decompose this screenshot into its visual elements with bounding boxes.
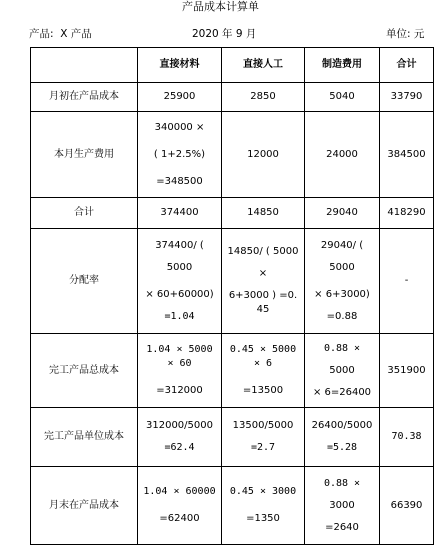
cell-line: × [258,268,268,279]
cell-line: × 6=26400 [312,386,372,398]
table-row [31,112,434,198]
header-total: 合计 [380,48,434,83]
cell-line: =348500 [156,175,203,187]
row-label: 完工产品总成本 [31,334,138,408]
row-label: 合计 [31,198,138,229]
cell-line: × 60 [167,358,192,369]
cell-line: =312000 [156,385,203,396]
header-row [31,48,434,83]
row-label: 月初在产品成本 [31,83,138,112]
cell-line: 312000/5000 [146,420,213,431]
header-direct-labor: 直接人工 [222,48,305,83]
cell-line: 5000 [329,261,355,273]
product-label: 产品: X 产品 [29,28,92,40]
header-direct-materials: 直接材料 [138,48,222,83]
cell-line: 13500/5000 [232,420,294,431]
cell-line: =2.7 [250,442,276,453]
cell-line: 1.04 × 60000 [143,486,216,497]
cell-total: - [380,229,434,334]
row-label: 月末在产品成本 [31,467,138,545]
cell-overhead [305,467,380,545]
cell-material [138,112,222,198]
cell-labor: 12000 [222,112,305,198]
cell-line: =62.4 [164,442,195,453]
header-blank [31,48,138,83]
cell-material: 25900 [138,83,222,112]
cell-line: 45 [256,304,270,315]
cell-total: 66390 [380,467,434,545]
cell-material [138,334,222,408]
cell-line: ( 1+2.5%) [153,148,206,160]
cell-line: 5000 [166,261,193,273]
cell-line: 29040/ ( [320,239,364,251]
cell-line: =62400 [159,513,200,524]
cell-line: =1.04 [164,310,195,322]
cell-line: 5000 [329,364,355,376]
cell-material: 374400 [138,198,222,229]
table-row [31,467,434,545]
table-row [31,198,434,229]
cell-labor [222,229,305,334]
cell-material [138,408,222,467]
cell-line: =13500 [242,385,284,396]
row-label: 本月生产费用 [31,112,138,198]
cell-labor [222,467,305,545]
cell-labor: 14850 [222,198,305,229]
table-row [31,229,434,334]
cell-line: =2640 [325,521,359,533]
cell-total: 351900 [380,334,434,408]
cell-line: =1350 [246,513,280,524]
table-row [31,83,434,112]
table-row [31,334,434,408]
cell-line: 374400/ ( [155,239,204,251]
table-row [31,408,434,467]
document-title: 产品成本计算单 [182,0,259,13]
cell-total: 418290 [380,198,434,229]
cell-line: =0.88 [326,310,358,322]
cell-line: 340000 × [154,121,205,133]
cell-line: 14850/ ( 5000 [227,246,299,257]
cell-labor [222,408,305,467]
cell-line: × 60+60000) [145,288,214,300]
cell-line: 0.88 × [323,477,361,489]
cell-material [138,467,222,545]
cell-line: 26400/5000 [311,420,373,431]
cell-line: 0.45 × 5000 [229,344,297,355]
cell-line: 3000 [329,499,355,511]
cell-overhead [305,334,380,408]
row-label: 分配率 [31,229,138,334]
cell-line: 1.04 × 5000 [146,344,213,355]
cell-line: 0.88 × [323,342,361,354]
cell-line: 0.45 × 3000 [229,486,297,497]
cell-overhead: 5040 [305,83,380,112]
cell-line: 6+3000 ) =0. [228,290,298,301]
cell-overhead [305,229,380,334]
cell-total: 70.38 [380,408,434,467]
cost-calculation-table [30,47,434,545]
cell-labor [222,334,305,408]
cell-line: × 6+3000) [314,288,370,300]
cell-line: × 6 [253,358,273,369]
unit-label: 单位: 元 [386,28,425,40]
cell-overhead: 29040 [305,198,380,229]
cell-total: 384500 [380,112,434,198]
period-label: 2020 年 9 月 [192,28,257,40]
cell-material [138,229,222,334]
row-label: 完工产品单位成本 [31,408,138,467]
cell-overhead [305,408,380,467]
cell-overhead: 24000 [305,112,380,198]
header-overhead: 制造费用 [305,48,380,83]
cell-labor: 2850 [222,83,305,112]
cell-total: 33790 [380,83,434,112]
cell-line: =5.28 [326,442,358,453]
